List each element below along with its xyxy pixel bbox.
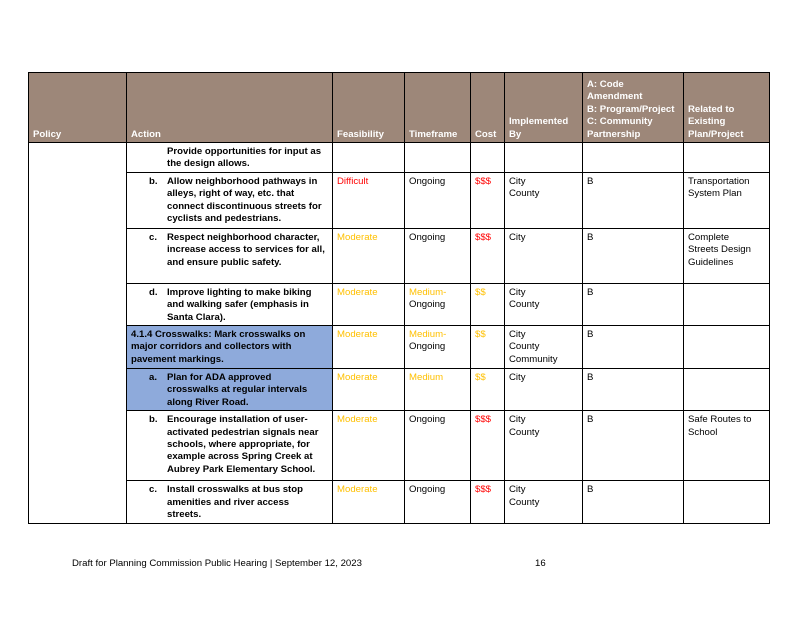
feasibility-cell: Moderate: [333, 481, 405, 524]
implemented-by-cell: City County Community: [505, 326, 583, 369]
header-category: A: Code Amendment B: Program/Project C: Community Partnership: [583, 73, 684, 143]
category-cell: B: [583, 481, 684, 524]
action-plan-table: [28, 72, 770, 524]
category-cell: [583, 143, 684, 173]
implemented-by-cell: City: [505, 369, 583, 411]
related-plan-cell: [684, 481, 770, 524]
cost-cell: $$$: [471, 172, 505, 228]
policy-cell: [29, 143, 127, 524]
table-row: [29, 143, 770, 173]
implemented-by-cell: City County: [505, 172, 583, 228]
category-cell: B: [583, 172, 684, 228]
feasibility-cell: Moderate: [333, 228, 405, 283]
header-related-plan: Related to Existing Plan/Project: [684, 73, 770, 143]
header-implemented-by: Implemented By: [505, 73, 583, 143]
header-row: [29, 73, 770, 143]
action-cell: Provide opportunities for input as the design allows.: [127, 143, 333, 173]
timeframe-cell: Ongoing: [405, 172, 471, 228]
cost-cell: $$: [471, 326, 505, 369]
header-action: Action: [127, 73, 333, 143]
page-number: 16: [535, 558, 546, 569]
category-cell: B: [583, 326, 684, 369]
action-cell: c. Respect neighborhood character, increase access to services for all, and ensure public safety.: [127, 228, 333, 283]
implemented-by-cell: City County: [505, 481, 583, 524]
timeframe-cell: Medium: [405, 369, 471, 411]
category-cell: B: [583, 228, 684, 283]
table-row-policy: [29, 326, 770, 369]
category-cell: B: [583, 283, 684, 325]
related-plan-cell: Safe Routes to School: [684, 411, 770, 481]
footer-text: Draft for Planning Commission Public Hearing | September 12, 2023: [72, 558, 362, 569]
feasibility-cell: Moderate: [333, 326, 405, 369]
implemented-by-cell: City County: [505, 411, 583, 481]
cost-cell: $$$: [471, 228, 505, 283]
header-policy: Policy: [29, 73, 127, 143]
timeframe-cell: Ongoing: [405, 481, 471, 524]
action-cell: c. Install crosswalks at bus stop amenities and river access streets.: [127, 481, 333, 524]
feasibility-cell: [333, 143, 405, 173]
feasibility-cell: Difficult: [333, 172, 405, 228]
implemented-by-cell: City: [505, 228, 583, 283]
feasibility-cell: Moderate: [333, 411, 405, 481]
table-row: [29, 411, 770, 481]
action-cell: d. Improve lighting to make biking and walking safer (emphasis in Santa Clara).: [127, 283, 333, 325]
policy-action-cell: 4.1.4 Crosswalks: Mark crosswalks on major corridors and collectors with pavement markings.: [127, 326, 333, 369]
cost-cell: [471, 143, 505, 173]
related-plan-cell: [684, 326, 770, 369]
feasibility-cell: Moderate: [333, 283, 405, 325]
feasibility-cell: Moderate: [333, 369, 405, 411]
related-plan-cell: Transportation System Plan: [684, 172, 770, 228]
table-row: [29, 228, 770, 283]
cost-cell: $$$: [471, 481, 505, 524]
related-plan-cell: [684, 369, 770, 411]
action-cell: b. Allow neighborhood pathways in alleys, right of way, etc. that connect discontinuous streets for cyclists and pedestrians.: [127, 172, 333, 228]
timeframe-cell: Ongoing: [405, 228, 471, 283]
cost-cell: $$: [471, 283, 505, 325]
table-row: [29, 481, 770, 524]
implemented-by-cell: [505, 143, 583, 173]
table-row: [29, 283, 770, 325]
table-row: [29, 369, 770, 411]
cost-cell: $$: [471, 369, 505, 411]
timeframe-cell: Medium- Ongoing: [405, 326, 471, 369]
implemented-by-cell: City County: [505, 283, 583, 325]
header-timeframe: Timeframe: [405, 73, 471, 143]
timeframe-cell: Medium- Ongoing: [405, 283, 471, 325]
timeframe-cell: Ongoing: [405, 411, 471, 481]
category-cell: B: [583, 369, 684, 411]
related-plan-cell: Complete Streets Design Guidelines: [684, 228, 770, 283]
timeframe-cell: [405, 143, 471, 173]
cost-cell: $$$: [471, 411, 505, 481]
table-row: [29, 172, 770, 228]
related-plan-cell: [684, 283, 770, 325]
related-plan-cell: [684, 143, 770, 173]
category-cell: B: [583, 411, 684, 481]
header-feasibility: Feasibility: [333, 73, 405, 143]
header-cost: Cost: [471, 73, 505, 143]
action-cell: a. Plan for ADA approved crosswalks at regular intervals along River Road.: [127, 369, 333, 411]
action-cell: b. Encourage installation of user- activated pedestrian signals near schools, where appropriate, for example across Spring Creek at Aubrey Park Elementary School.: [127, 411, 333, 481]
